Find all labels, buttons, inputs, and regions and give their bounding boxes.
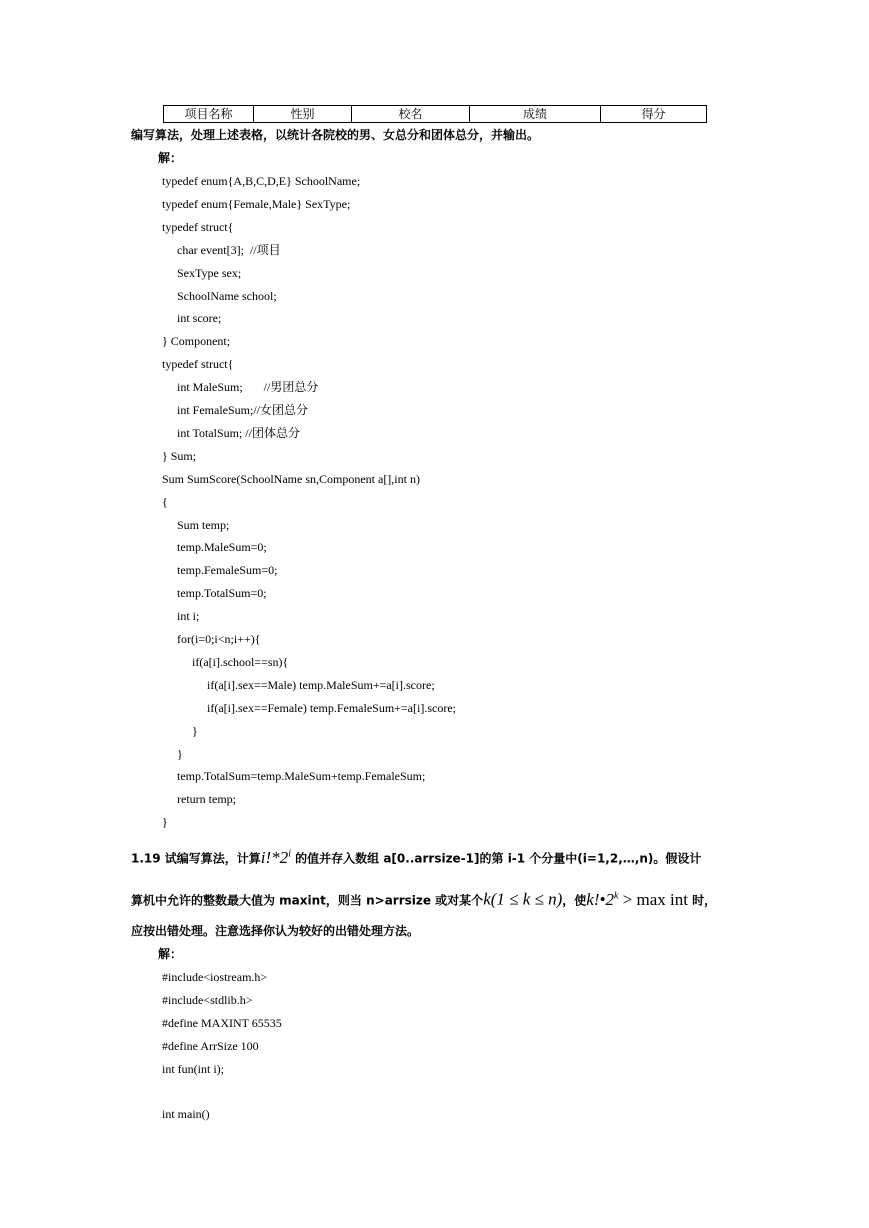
table-header-cell: 成绩 bbox=[470, 106, 601, 123]
table-header-cell: 项目名称 bbox=[164, 106, 254, 123]
code-line: int MaleSum; //男团总分 bbox=[162, 380, 319, 395]
code-line: } Sum; bbox=[162, 448, 197, 463]
code-line: Sum SumScore(SchoolName sn,Component a[],int n) bbox=[162, 471, 420, 486]
math-expression: i!*2$^i$ bbox=[260, 847, 291, 867]
code-line: #define ArrSize 100 bbox=[162, 1038, 259, 1053]
answer-label: 解： bbox=[158, 947, 183, 961]
code-line: if(a[i].sex==Female) temp.FemaleSum+=a[i].score; bbox=[162, 700, 456, 715]
code-line: int FemaleSum;//女团总分 bbox=[162, 403, 308, 417]
code-line: temp.FemaleSum=0; bbox=[162, 563, 278, 578]
question-text: 时， bbox=[692, 893, 717, 908]
score-table bbox=[163, 105, 707, 123]
code-line: typedef enum{Female,Male} SexType; bbox=[162, 196, 351, 211]
table-header-cell: 校名 bbox=[352, 106, 470, 123]
code-line: } bbox=[162, 746, 183, 761]
math-expression: k(1 ≤ k ≤ n) bbox=[483, 889, 563, 909]
question-1-19-line-2 bbox=[131, 888, 716, 909]
code-line: typedef struct{ bbox=[162, 219, 234, 234]
code-line: return temp; bbox=[162, 792, 236, 807]
code-line: SchoolName school; bbox=[162, 288, 277, 303]
code-line: typedef enum{A,B,C,D,E} SchoolName; bbox=[162, 174, 361, 188]
code-line: { bbox=[162, 494, 168, 509]
table-header-cell: 性别 bbox=[254, 106, 352, 123]
code-line: temp.TotalSum=temp.MaleSum+temp.FemaleSum; bbox=[162, 769, 426, 784]
code-line: int fun(int i); bbox=[162, 1061, 224, 1076]
code-line: char event[3]; //项目 bbox=[162, 242, 281, 257]
code-line: #include<stdlib.h> bbox=[162, 992, 253, 1007]
table-header-row bbox=[164, 106, 707, 123]
table-header-cell: 得分 bbox=[601, 106, 707, 123]
code-line: int TotalSum; //团体总分 bbox=[162, 425, 300, 440]
code-line: for(i=0;i<n;i++){ bbox=[162, 632, 261, 646]
code-line: if(a[i].school==sn){ bbox=[162, 654, 289, 669]
math-expression: $k!•2^k > \max$ int bbox=[586, 889, 688, 909]
question-1-19-line-3: 应按出错处理。注意选择你认为较好的出错处理方法。 bbox=[131, 924, 420, 938]
code-line: SexType sex; bbox=[162, 265, 242, 280]
question-text: 的值并存入数组 a[0..arrsize-1]的第 i-1 个分量中(i=1,2,…,n)。假设计 bbox=[295, 851, 702, 866]
question-1-19-line-1 bbox=[131, 846, 701, 867]
code-line: temp.MaleSum=0; bbox=[162, 540, 267, 555]
code-line: } bbox=[162, 723, 198, 738]
question-text: 1.19 试编写算法，计算 bbox=[131, 851, 261, 866]
code-line: #define MAXINT 65535 bbox=[162, 1015, 282, 1030]
question-text: ，使 bbox=[562, 893, 587, 908]
code-line: typedef struct{ bbox=[162, 357, 234, 372]
code-line: int score; bbox=[162, 311, 222, 326]
code-line: int main() bbox=[162, 1107, 210, 1122]
code-line: Sum temp; bbox=[162, 517, 230, 532]
question-intro: 编写算法，处理上述表格，以统计各院校的男、女总分和团体总分，并输出。 bbox=[131, 128, 540, 142]
question-text: 算机中允许的整数最大值为 maxint，则当 n>arrsize 或对某个 bbox=[131, 893, 484, 908]
code-line: temp.TotalSum=0; bbox=[162, 586, 267, 601]
code-line: #include<iostream.h> bbox=[162, 970, 268, 984]
code-line: } bbox=[162, 815, 168, 830]
code-line: } Component; bbox=[162, 334, 231, 349]
answer-label: 解： bbox=[158, 151, 183, 165]
code-line: if(a[i].sex==Male) temp.MaleSum+=a[i].score; bbox=[162, 677, 435, 692]
code-line: int i; bbox=[162, 609, 200, 624]
